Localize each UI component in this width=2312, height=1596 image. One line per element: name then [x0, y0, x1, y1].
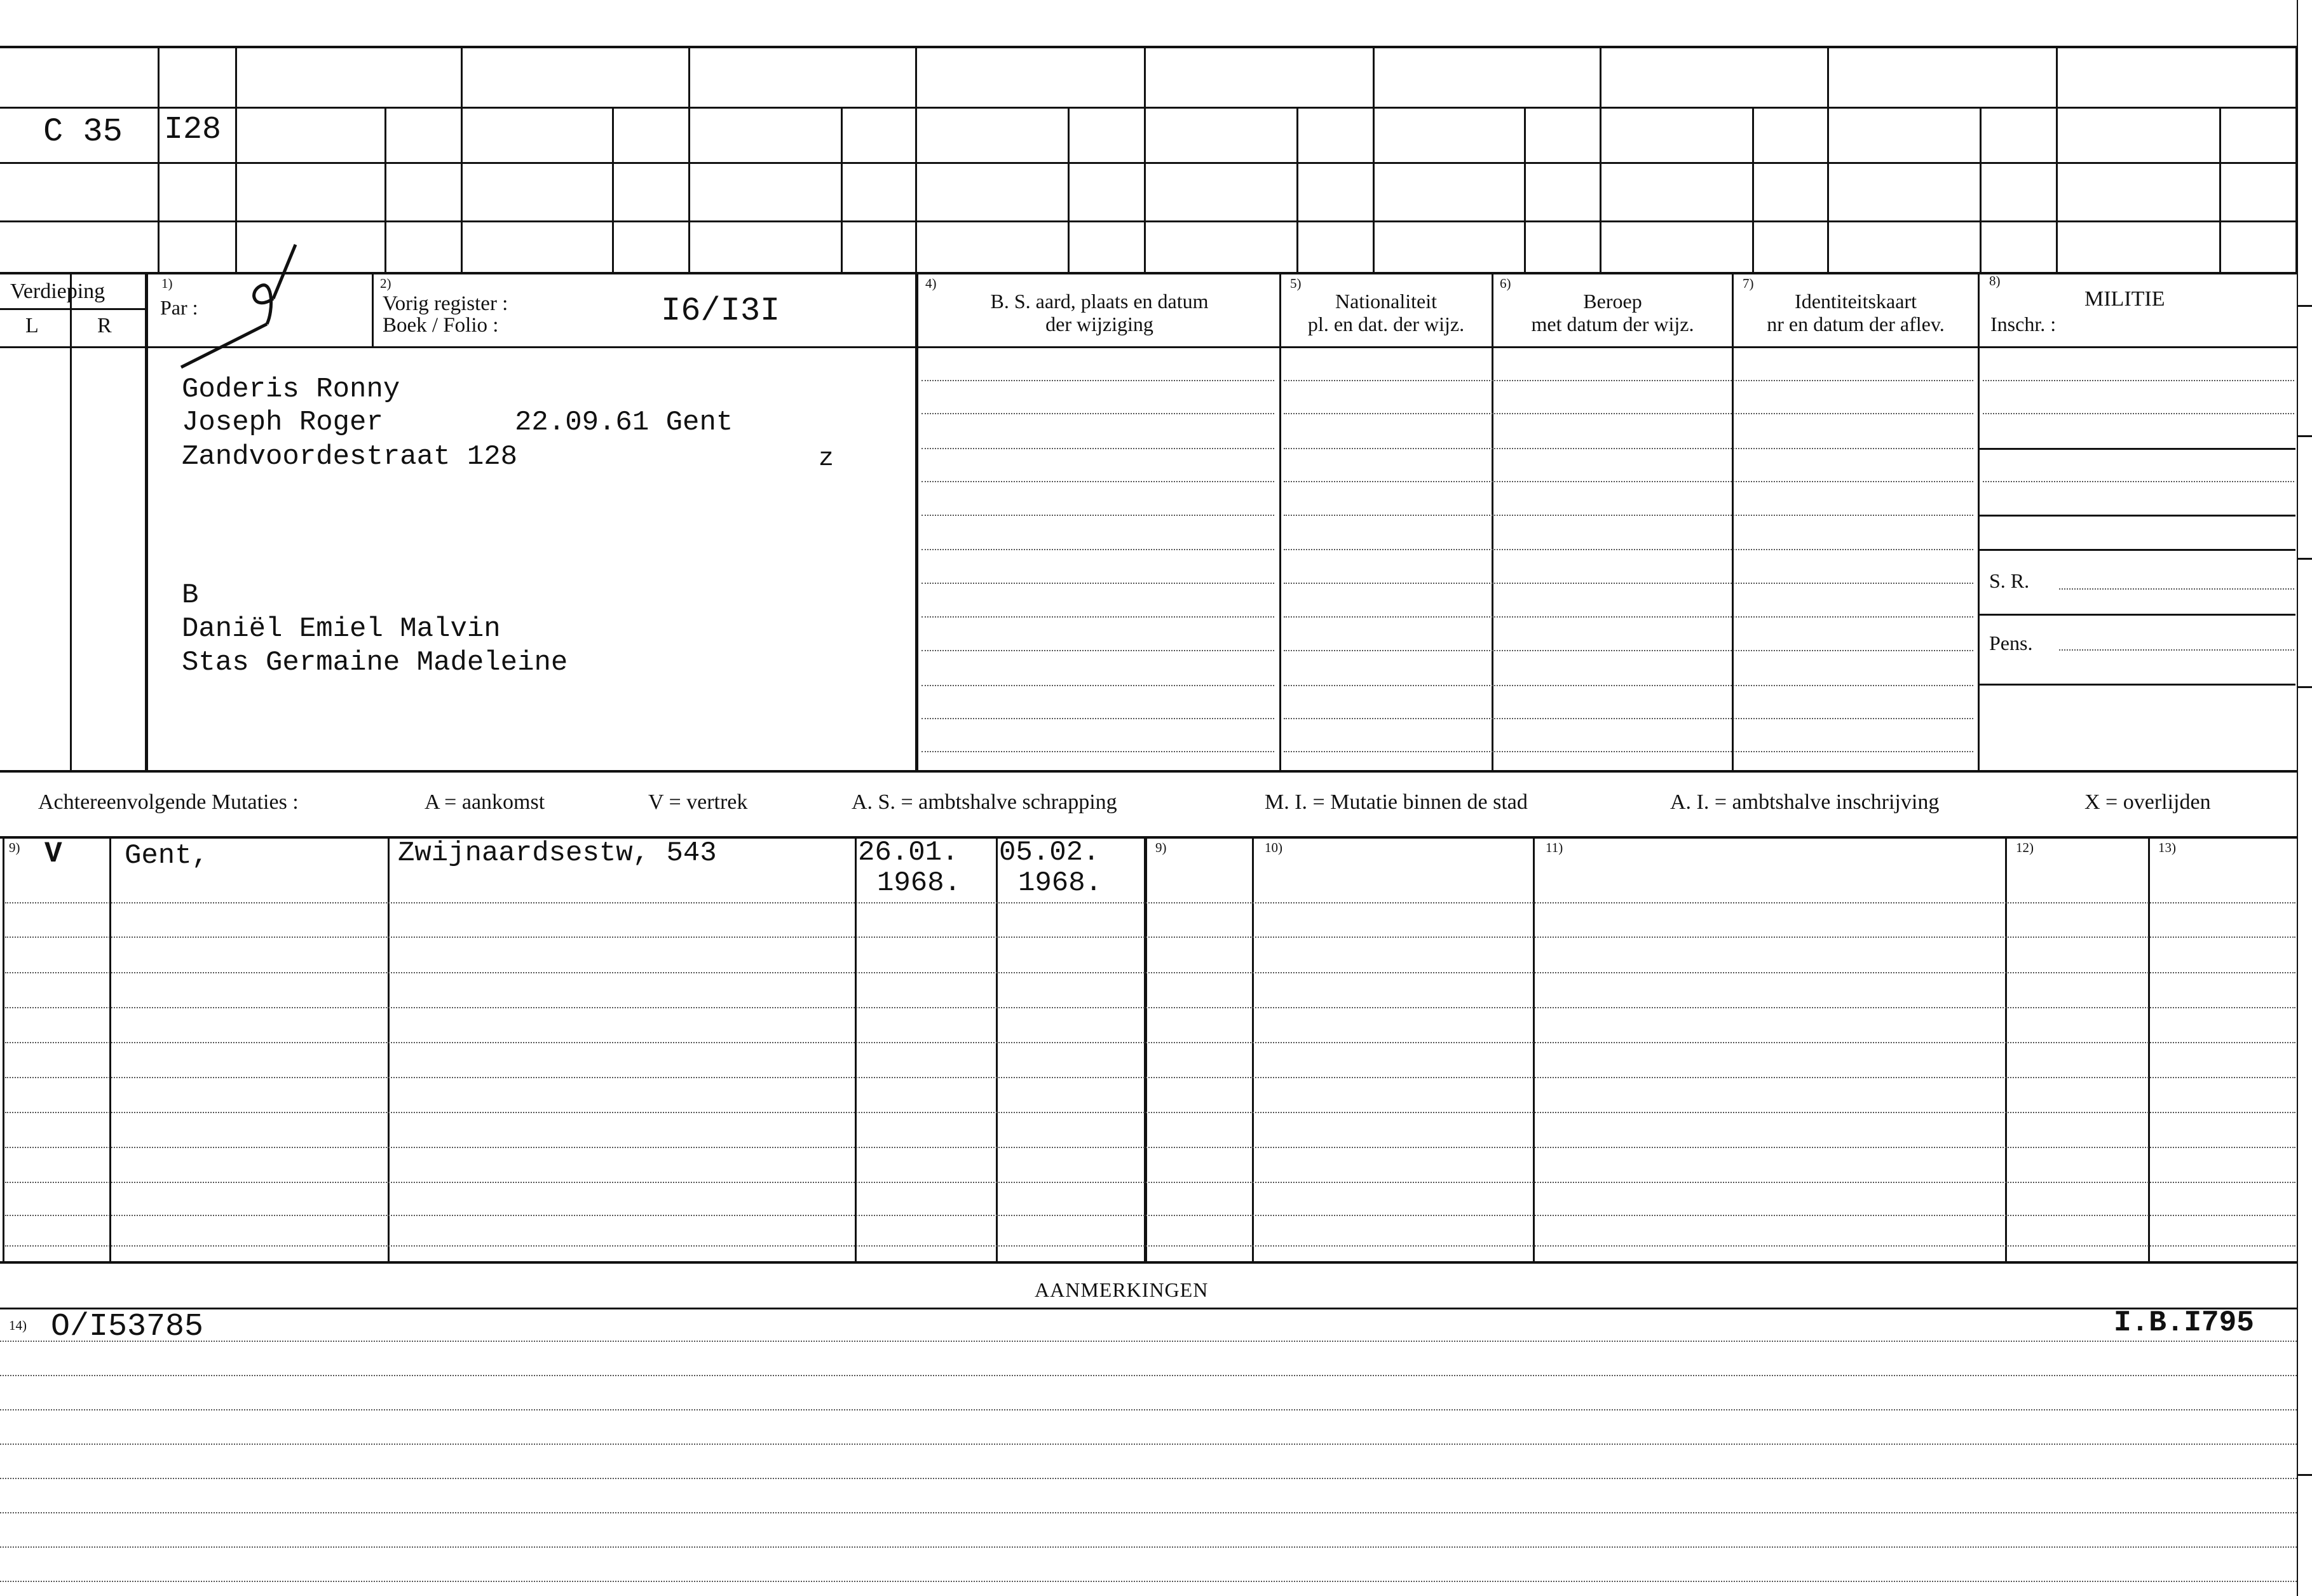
dotted-line [921, 583, 1274, 584]
dotted-line [1284, 685, 1973, 686]
note-10: 10) [1265, 840, 1282, 855]
par-label: Par : [160, 296, 198, 319]
note-7: 7) [1743, 276, 1754, 291]
grid-line [0, 220, 2297, 222]
dotted-line [921, 413, 1274, 414]
grid-vline [612, 107, 614, 272]
pens-label: Pens. [1989, 632, 2033, 654]
grid-vline [1827, 46, 1829, 272]
dotted-line [1284, 515, 1973, 516]
mut-vline [1144, 836, 1147, 1261]
mutation-date1 [858, 837, 961, 898]
sr-label: S. R. [1989, 569, 2030, 592]
mutation-row-line [5, 1112, 2295, 1113]
verdieping-label: Verdieping [10, 280, 105, 303]
verdieping-line [0, 308, 145, 310]
dotted-line [1284, 549, 1973, 550]
grid-vline [2219, 107, 2221, 272]
mutation-date1-day: 26.01. [858, 837, 959, 869]
note-11: 11) [1546, 840, 1563, 855]
mut-vline [1252, 836, 1254, 1261]
mutation-row-line [5, 1007, 2295, 1008]
dotted-line [1983, 380, 2294, 381]
grid-line [0, 107, 2297, 109]
dotted-line [921, 515, 1274, 516]
mutations-bottom-line [0, 1261, 2297, 1264]
mutation-row-line [5, 972, 2295, 973]
dotted-line [1284, 718, 1973, 719]
mutation-date2-day: 05.02. [999, 837, 1100, 869]
right-edge [2297, 0, 2298, 1596]
code-c35: C 35 [43, 113, 123, 151]
mutation-row-line [5, 902, 2295, 903]
dotted-line [1983, 413, 2294, 414]
mutation-row-line [5, 937, 2295, 938]
mut-vline [1533, 836, 1535, 1261]
dotted-line [1284, 481, 1973, 482]
grid-vline [158, 46, 160, 272]
mutations-top-line [0, 836, 2297, 839]
vline-nat [1279, 272, 1281, 770]
mut-vline [109, 836, 111, 1261]
grid-vline [461, 46, 463, 272]
signature-mark [178, 241, 318, 369]
dotted-line [921, 685, 1274, 686]
person-birth: 22.09.61 Gent [515, 407, 733, 438]
grid-vline [915, 46, 917, 272]
beroep-header-line1: Beroep [1583, 290, 1642, 313]
bs-header [921, 290, 1277, 335]
militie-line [1980, 448, 2295, 450]
grid-vline [1068, 107, 1070, 272]
militie-label: MILITIE [2084, 287, 2165, 311]
dotted-line [1284, 413, 1973, 414]
bs-header-line1: B. S. aard, plaats en datum [990, 290, 1209, 313]
id-header-line1: Identiteitskaart [1795, 290, 1917, 313]
dotted-line [1983, 481, 2294, 482]
remarks-row-line [0, 1512, 2297, 1513]
dotted-line [1284, 380, 1973, 381]
militie-line [1980, 515, 2295, 517]
mutation-row-line [5, 1147, 2295, 1148]
legend-ai: A. I. = ambtshalve inschrijving [1670, 790, 1940, 814]
dotted-line [2059, 649, 2294, 651]
vline-militie [1978, 272, 1980, 770]
vorig-register-label: Vorig register : [383, 292, 508, 315]
dotted-line [2059, 588, 2294, 590]
note-2: 2) [380, 276, 391, 291]
note-6: 6) [1500, 276, 1511, 291]
grid-vline [1373, 46, 1375, 272]
vline-par [145, 272, 148, 770]
mut-vline [388, 836, 390, 1261]
remarks-row-line [0, 1409, 2297, 1410]
id-header-line2: nr en datum der aflev. [1767, 313, 1945, 335]
boek-folio-label: Boek / Folio : [383, 314, 499, 337]
note-4: 4) [925, 276, 937, 291]
mother-name: Stas Germaine Madeleine [182, 647, 568, 679]
person-name: Goderis Ronny [182, 374, 400, 405]
dotted-line [921, 751, 1274, 752]
dotted-line [921, 549, 1274, 550]
z-mark: z [819, 445, 834, 473]
edge-tick [2297, 305, 2312, 307]
remarks-row-line [0, 1341, 2297, 1342]
person-address: Zandvoordestraat 128 [182, 441, 518, 473]
edge-tick [2297, 1474, 2312, 1476]
dotted-line [921, 650, 1274, 651]
mutation-date1-year: 1968. [877, 867, 962, 899]
remarks-row-line [0, 1444, 2297, 1445]
id-header [1734, 290, 1978, 335]
dotted-line [1284, 616, 1973, 618]
inschr-label: Inschr. : [1990, 313, 2057, 335]
b-mark: B [182, 579, 199, 611]
dotted-line [921, 718, 1274, 719]
grid-vline [1296, 107, 1298, 272]
grid-vline [384, 107, 386, 272]
note-1: 1) [161, 276, 173, 291]
militie-line [1980, 684, 2295, 686]
beroep-header-line2: met datum der wijz. [1531, 313, 1694, 335]
dotted-line [1284, 650, 1973, 651]
vline-vorig [372, 272, 374, 346]
nat-header-line2: pl. en dat. der wijz. [1307, 313, 1465, 335]
edge-tick [2297, 558, 2312, 560]
grid-vline [1980, 107, 1982, 272]
remarks-number: O/I53785 [51, 1309, 204, 1345]
militie-line [1980, 549, 2295, 551]
legend-title: Achtereenvolgende Mutaties : [38, 790, 299, 814]
nat-header-line1: Nationaliteit [1335, 290, 1437, 313]
legend-a: A = aankomst [425, 790, 545, 814]
edge-tick [2297, 435, 2312, 437]
mut-vline [3, 836, 4, 1261]
dotted-line [921, 448, 1274, 449]
grid-vline [2056, 46, 2058, 272]
mutation-row-line [5, 1077, 2295, 1078]
remarks-line [0, 1308, 2297, 1309]
militie-line [1980, 614, 2295, 616]
person-second-names: Joseph Roger [182, 407, 383, 438]
col-l-label: L [25, 314, 39, 337]
vline-beroep [1492, 272, 1493, 770]
grid-vline [1524, 107, 1526, 272]
remarks-code: I.B.I795 [2114, 1306, 2254, 1339]
note-9b: 9) [1155, 840, 1167, 855]
mut-vline [855, 836, 857, 1261]
grid-vline [1752, 107, 1754, 272]
mutation-row-line [5, 1215, 2295, 1216]
remarks-row-line [0, 1375, 2297, 1376]
father-name: Daniël Emiel Malvin [182, 613, 501, 645]
vline-id [1732, 272, 1734, 770]
vline-bs [915, 272, 918, 770]
grid-line [0, 272, 2297, 274]
grid-vline [688, 46, 690, 272]
remarks-row-line [0, 1546, 2297, 1548]
dotted-line [921, 481, 1274, 482]
note-9a: 9) [9, 840, 20, 855]
legend-as: A. S. = ambtshalve schrapping [852, 790, 1117, 814]
main-bottom-line [0, 770, 2297, 773]
remarks-row-line [0, 1581, 2297, 1582]
note-5: 5) [1290, 276, 1302, 291]
mutation-type: V [44, 837, 62, 870]
mut-vline [2148, 836, 2150, 1261]
grid-vline [1600, 46, 1601, 272]
note-14: 14) [9, 1318, 27, 1333]
legend-v: V = vertrek [648, 790, 748, 814]
mutation-row-line [5, 1182, 2295, 1183]
remarks-title: AANMERKINGEN [1035, 1278, 1209, 1301]
grid-top-line [0, 46, 2297, 48]
note-8: 8) [1989, 273, 2001, 288]
grid-vline [235, 46, 237, 272]
mutation-row-line [5, 1042, 2295, 1043]
mutation-date2-year: 1968. [1018, 867, 1103, 899]
mutation-place: Gent, [125, 840, 209, 872]
code-i28: I28 [164, 112, 222, 148]
mut-vline [996, 836, 998, 1261]
mut-vline [2005, 836, 2007, 1261]
grid-vline [1144, 46, 1146, 272]
mutation-date2 [999, 837, 1102, 898]
remarks-row-line [0, 1478, 2297, 1479]
col-r-label: R [97, 314, 112, 337]
legend-mi: M. I. = Mutatie binnen de stad [1265, 790, 1528, 814]
dotted-line [1284, 751, 1973, 752]
dotted-line [1284, 583, 1973, 584]
legend-x: X = overlijden [2084, 790, 2211, 814]
nat-header [1281, 290, 1491, 335]
mutation-row-line [5, 1245, 2295, 1247]
beroep-header [1493, 290, 1732, 335]
bs-header-line2: der wijziging [1045, 313, 1153, 335]
grid-vline [841, 107, 843, 272]
header-bottom-line [0, 346, 2297, 348]
grid-line [0, 162, 2297, 164]
vline-lr [70, 272, 72, 770]
dotted-line [921, 380, 1274, 381]
folio-value: I6/I3I [661, 292, 780, 330]
dotted-line [921, 616, 1274, 618]
edge-tick [2297, 686, 2312, 688]
note-13: 13) [2158, 840, 2176, 855]
note-12: 12) [2016, 840, 2034, 855]
dotted-line [1284, 448, 1973, 449]
mutation-street: Zwijnaardsestw, 543 [398, 837, 717, 869]
